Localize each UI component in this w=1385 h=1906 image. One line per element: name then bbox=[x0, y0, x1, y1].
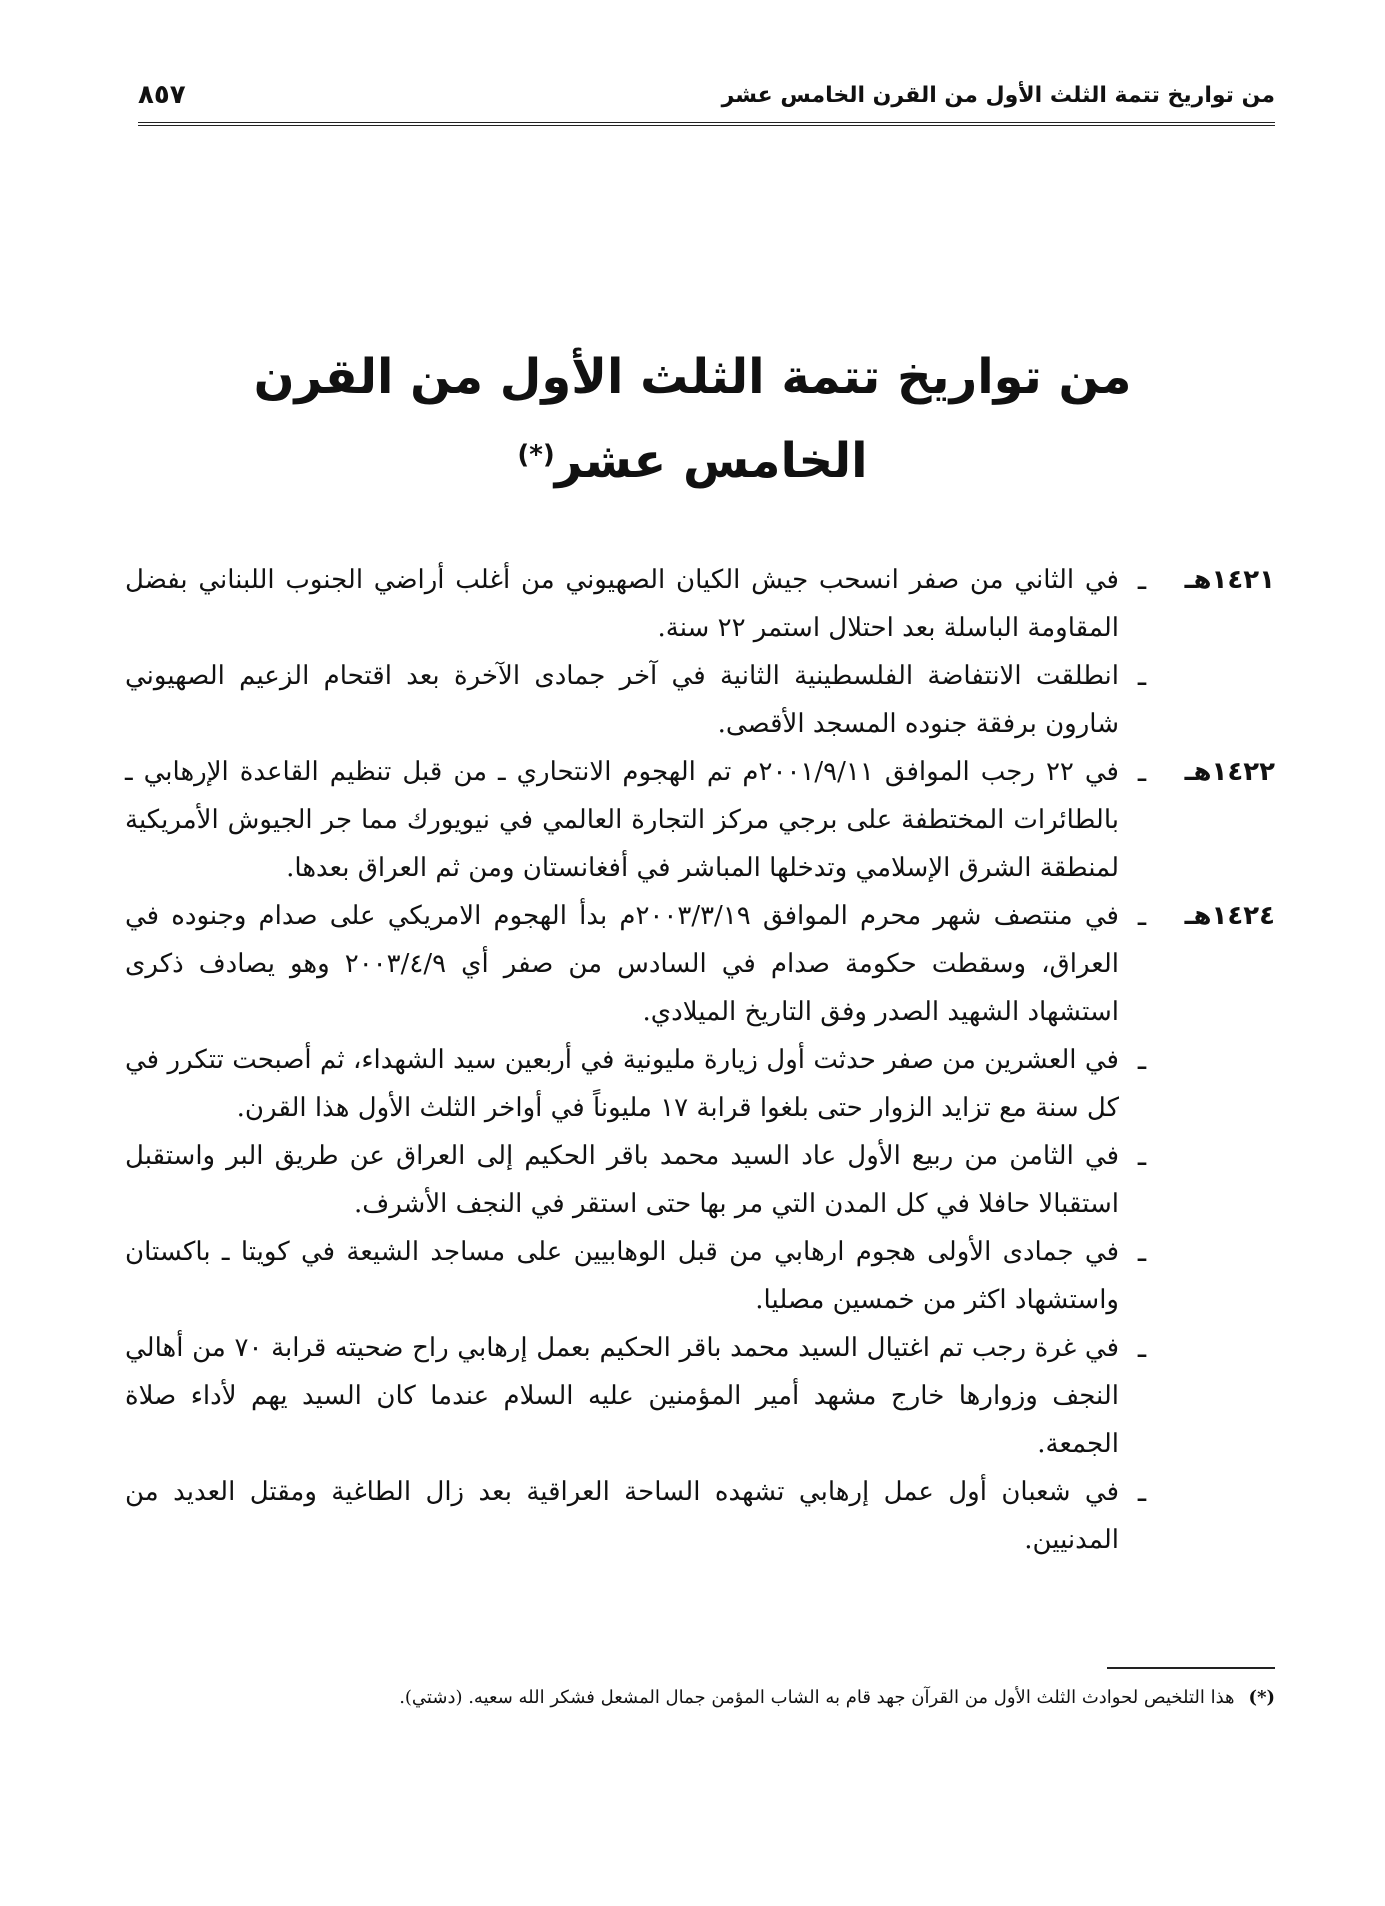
dash-bullet-icon: ـ bbox=[1137, 1475, 1147, 1508]
year-events bbox=[125, 556, 1165, 748]
event-item bbox=[125, 556, 1165, 652]
dash-bullet-icon: ـ bbox=[1137, 755, 1147, 788]
event-text: في العشرين من صفر حدثت أول زيارة مليونية في أربعين سيد الشهداء، ثم أصبحت تتكرر في كل سنة مع تزايد الزوار حتى بلغوا قرابة ١٧ مليوناً في أواخر الثلث الأول هذا القرن. bbox=[125, 1045, 1119, 1123]
event-text: في جمادى الأولى هجوم ارهابي من قبل الوهابيين على مساجد الشيعة في كويتا ـ باكستان واستشهاد اكثر من خمسين مصليا. bbox=[125, 1237, 1119, 1315]
event-item bbox=[125, 1036, 1165, 1132]
dash-bullet-icon: ـ bbox=[1137, 899, 1147, 932]
event-text: في منتصف شهر محرم الموافق ٢٠٠٣/٣/١٩م بدأ الهجوم الامريكي على صدام وجنوده في العراق، وسقطت حكومة صدام في السادس من صفر أي ٢٠٠٣/٤/٩ وهو يصادف ذكرى استشهاد الشهيد الصدر وفق التاريخ الميلادي. bbox=[125, 901, 1119, 1027]
chapter-title-line-2-text: الخامس عشر bbox=[554, 433, 868, 489]
year-events bbox=[125, 892, 1165, 1564]
dash-bullet-icon: ـ bbox=[1137, 1331, 1147, 1364]
running-header bbox=[138, 72, 1275, 126]
dash-bullet-icon: ـ bbox=[1137, 563, 1147, 596]
event-item bbox=[125, 1228, 1165, 1324]
event-text: في الثامن من ربيع الأول عاد السيد محمد باقر الحكيم إلى العراق عن طريق البر واستقبل استقبالا حافلا في كل المدن التي مر بها حتى استقر في النجف الأشرف. bbox=[125, 1141, 1119, 1219]
event-text: في غرة رجب تم اغتيال السيد محمد باقر الحكيم بعمل إرهابي راح ضحيته قرابة ٧٠ من أهالي النجف وزوارها خارج مشهد أمير المؤمنين عليه السلام عندما كان السيد يهم لأداء صلاة الجمعة. bbox=[125, 1333, 1120, 1459]
event-item bbox=[125, 1132, 1165, 1228]
dash-bullet-icon: ـ bbox=[1137, 1043, 1147, 1076]
event-item bbox=[125, 1468, 1165, 1564]
chapter-title-line-1: من تواريخ تتمة الثلث الأول من القرن bbox=[253, 349, 1132, 405]
event-text: في ٢٢ رجب الموافق ٢٠٠١/٩/١١م تم الهجوم الانتحاري ـ من قبل تنظيم القاعدة الإرهابي ـ بالطائرات المختطفة على برجي مركز التجارة العالمي في نيويورك مما جر الجيوش الأمريكية لمنطقة الشرق الإسلامي وتدخلها المباشر في أفغانستان ومن ثم العراق بعدها. bbox=[125, 757, 1119, 883]
running-header-title: من تواريخ تتمة الثلث الأول من القرن الخامس عشر bbox=[721, 82, 1275, 108]
chapter-title bbox=[200, 335, 1185, 503]
year-entry bbox=[125, 892, 1275, 1564]
event-item bbox=[125, 1324, 1165, 1468]
year-label: ١٤٢١هـ bbox=[1184, 565, 1275, 595]
footnote bbox=[125, 1683, 1275, 1713]
chapter-title-line-2 bbox=[200, 419, 1185, 503]
footnote-mark: (*) bbox=[1248, 1687, 1275, 1708]
event-item bbox=[125, 892, 1165, 1036]
year-entry bbox=[125, 748, 1275, 892]
dash-bullet-icon: ـ bbox=[1137, 1235, 1147, 1268]
footnote-text: هذا التلخيص لحوادث الثلث الأول من القرآن جهد قام به الشاب المؤمن جمال المشعل فشكر الله سعيه. (دشتي). bbox=[399, 1687, 1235, 1708]
event-item bbox=[125, 748, 1165, 892]
event-text: انطلقت الانتفاضة الفلسطينية الثانية في آخر جمادى الآخرة بعد اقتحام الزعيم الصهيوني شارون برفقة جنوده المسجد الأقصى. bbox=[125, 661, 1119, 739]
year-events bbox=[125, 748, 1165, 892]
event-text: في شعبان أول عمل إرهابي تشهده الساحة العراقية بعد زال الطاغية ومقتل العديد من المدنيين. bbox=[125, 1477, 1119, 1555]
year-entry bbox=[125, 556, 1275, 748]
footnote-divider bbox=[1107, 1667, 1275, 1669]
event-text: في الثاني من صفر انسحب جيش الكيان الصهيوني من أغلب أراضي الجنوب اللبناني بفضل المقاومة الباسلة بعد احتلال استمر ٢٢ سنة. bbox=[125, 565, 1119, 643]
event-item bbox=[125, 652, 1165, 748]
year-label: ١٤٢٢هـ bbox=[1184, 757, 1275, 787]
year-label: ١٤٢٤هـ bbox=[1184, 901, 1275, 931]
page-number: ٨٥٧ bbox=[138, 80, 186, 110]
dash-bullet-icon: ـ bbox=[1137, 659, 1147, 692]
footnote-reference: (*) bbox=[517, 440, 555, 470]
dash-bullet-icon: ـ bbox=[1137, 1139, 1147, 1172]
chronology-list bbox=[125, 556, 1275, 1564]
